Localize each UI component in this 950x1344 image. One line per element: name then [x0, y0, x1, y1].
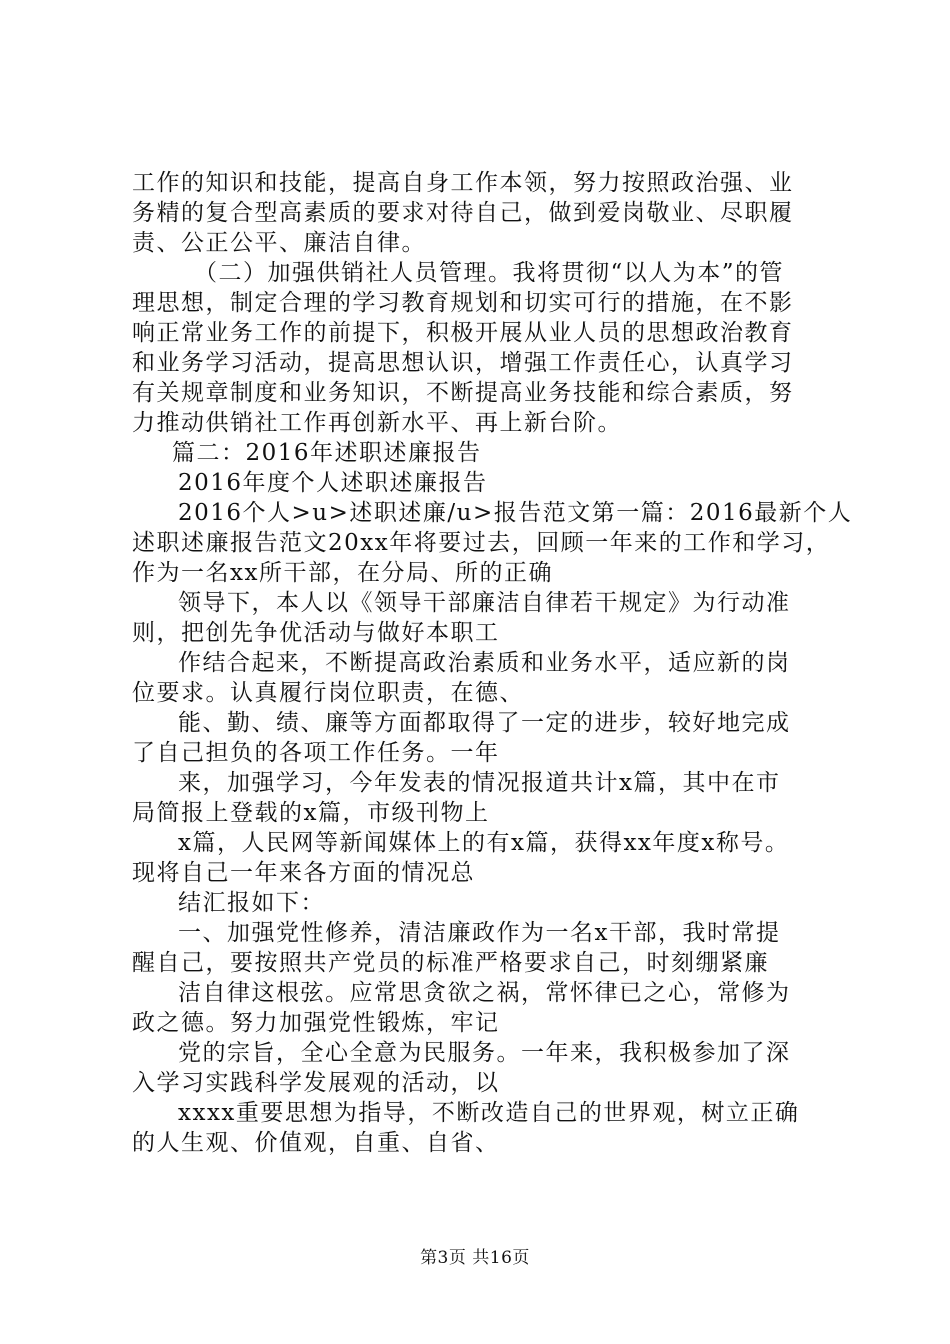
text-line: （二）加强供销社人员管理。我将贯彻“以人为本”的管: [194, 260, 785, 286]
text-line: 政之德。努力加强党性锻炼，牢记: [132, 1010, 500, 1036]
text-line: 作结合起来，不断提高政治素质和业务水平，适应新的岗: [178, 650, 791, 676]
text-line: 来，加强学习，今年发表的情况报道共计x篇，其中在市: [178, 770, 781, 796]
text-line: 党的宗旨，全心全意为民服务。一年来，我积极参加了深: [178, 1040, 791, 1066]
text-line: 一、加强党性修养，清洁廉政作为一名x干部，我时常提: [178, 920, 781, 946]
document-title: 2016年度个人述职述廉报告: [178, 470, 488, 496]
text-line: 作为一名xx所干部，在分局、所的正确: [132, 560, 553, 586]
text-line: 2016个人>u>述职述廉/u>报告范文第一篇：2016最新个人: [178, 500, 853, 526]
text-line: 力推动供销社工作再创新水平、再上新台阶。: [132, 410, 622, 436]
page-number-footer: 第3页 共16页: [420, 1248, 530, 1268]
text-line: 局简报上登载的x篇，市级刊物上: [132, 800, 490, 826]
text-line: 洁自律这根弦。应常思贪欲之祸，常怀律已之心，常修为: [178, 980, 791, 1006]
text-line: 入学习实践科学发展观的活动，以: [132, 1070, 500, 1096]
text-line: 务精的复合型高素质的要求对待自己，做到爱岗敬业、尽职履: [132, 200, 794, 226]
text-line: 现将自己一年来各方面的情况总: [132, 860, 475, 886]
text-line: 结汇报如下：: [178, 890, 325, 916]
text-line: 响正常业务工作的前提下，积极开展从业人员的思想政治教育: [132, 320, 794, 346]
text-line: 位要求。认真履行岗位职责，在德、: [132, 680, 524, 706]
section-heading: 篇二：2016年述职述廉报告: [172, 440, 482, 466]
text-line: xxxx重要思想为指导，不断改造自己的世界观，树立正确: [178, 1100, 800, 1126]
text-line: 醒自己，要按照共产党员的标准严格要求自己，时刻绷紧廉: [132, 950, 769, 976]
text-line: 工作的知识和技能，提高自身工作本领，努力按照政治强、业: [132, 170, 794, 196]
text-line: 了自己担负的各项工作任务。一年: [132, 740, 500, 766]
text-line: 能、勤、绩、廉等方面都取得了一定的进步，较好地完成: [178, 710, 791, 736]
document-body: [132, 168, 853, 1158]
text-line: 有关规章制度和业务知识，不断提高业务技能和综合素质，努: [132, 380, 794, 406]
text-line: x篇，人民网等新闻媒体上的有x篇，获得xx年度x称号。: [178, 830, 790, 856]
text-line: 的人生观、价值观，自重、自省、: [132, 1130, 500, 1156]
text-line: 领导下，本人以《领导干部廉洁自律若干规定》为行动准: [178, 590, 791, 616]
text-line: 和业务学习活动，提高思想认识，增强工作责任心，认真学习: [132, 350, 794, 376]
text-line: 述职述廉报告范文20xx年将要过去，回顾一年来的工作和学习，: [132, 530, 831, 556]
text-line: 则，把创先争优活动与做好本职工: [132, 620, 500, 646]
text-line: 理思想，制定合理的学习教育规划和切实可行的措施，在不影: [132, 290, 794, 316]
text-line: 责、公正公平、廉洁自律。: [132, 230, 426, 256]
